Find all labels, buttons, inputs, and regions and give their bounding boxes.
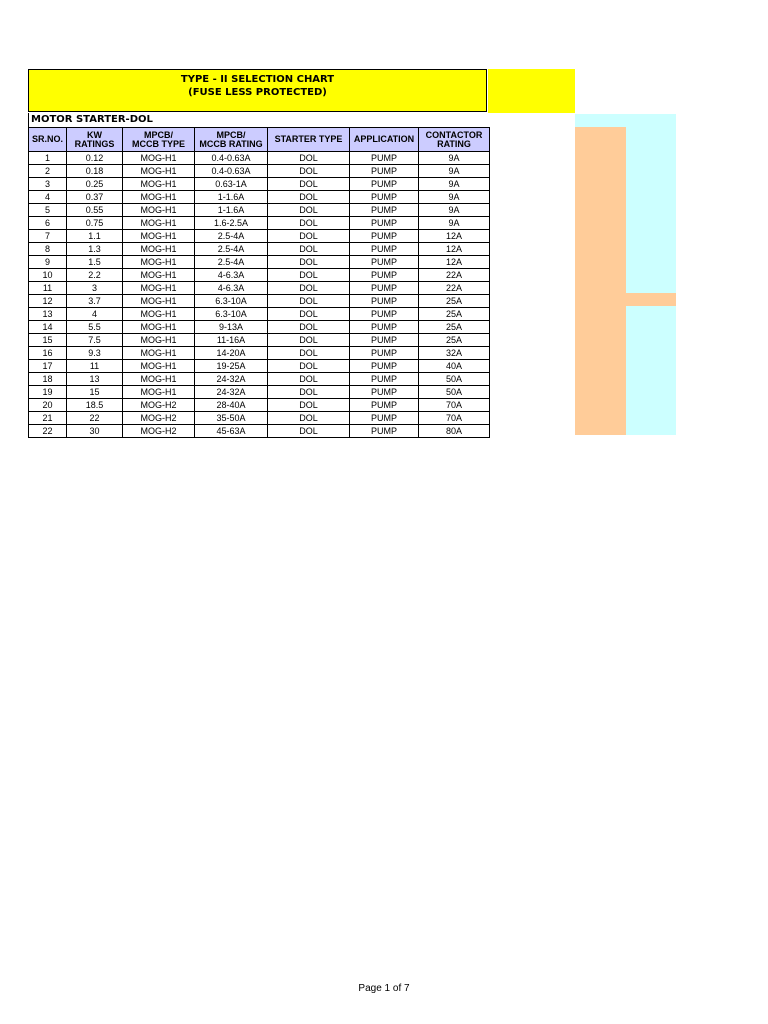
table-cell: 2.5-4A [195,230,268,243]
table-cell: 9A [419,191,490,204]
table-cell: 20 [29,399,67,412]
table-row [29,399,490,412]
table-row [29,321,490,334]
table-cell: DOL [268,334,350,347]
table-cell: MOG-H1 [123,204,195,217]
table-cell: 40A [419,360,490,373]
table-row [29,425,490,438]
table-cell: DOL [268,269,350,282]
table-cell: MOG-H1 [123,256,195,269]
table-cell: MOG-H1 [123,373,195,386]
table-cell: 3.7 [67,295,123,308]
table-cell: 5 [29,204,67,217]
table-cell: DOL [268,256,350,269]
table-cell: PUMP [350,282,419,295]
table-cell: 10 [29,269,67,282]
table-cell: 14 [29,321,67,334]
table-cell: DOL [268,347,350,360]
table-cell: DOL [268,230,350,243]
table-cell: 2.5-4A [195,243,268,256]
table-cell: 0.55 [67,204,123,217]
table-cell: 9-13A [195,321,268,334]
table-cell: 18 [29,373,67,386]
table-cell: PUMP [350,425,419,438]
table-cell: 19-25A [195,360,268,373]
table-cell: 9.3 [67,347,123,360]
table-cell: PUMP [350,178,419,191]
table-cell: 22A [419,282,490,295]
table-cell: 15 [67,386,123,399]
table-cell: 21 [29,412,67,425]
column-header-text: SR.NO. [31,134,63,144]
table-row [29,165,490,178]
table-cell: DOL [268,165,350,178]
table-header-row [29,128,490,152]
column-header [419,128,490,152]
peach-fill-column [575,127,626,435]
column-header-text: RATINGS [74,138,115,149]
table-row [29,269,490,282]
table-row [29,230,490,243]
table-cell: 12A [419,230,490,243]
table-cell: MOG-H1 [123,347,195,360]
table-row [29,412,490,425]
selection-table [28,127,490,438]
table-cell: 9A [419,152,490,165]
table-cell: 0.37 [67,191,123,204]
table-cell: 7.5 [67,334,123,347]
table-cell: PUMP [350,243,419,256]
table-cell: 0.25 [67,178,123,191]
table-cell: DOL [268,243,350,256]
column-header-text: STARTER TYPE [274,134,343,144]
table-cell: PUMP [350,399,419,412]
column-header [195,128,268,152]
table-cell: 18.5 [67,399,123,412]
table-cell: 2.2 [67,269,123,282]
table-cell: 9A [419,217,490,230]
table-row [29,282,490,295]
table-cell: MOG-H1 [123,360,195,373]
table-cell: DOL [268,204,350,217]
table-cell: 9A [419,165,490,178]
table-cell: 30 [67,425,123,438]
chart-title-line1: TYPE - II SELECTION CHART [180,74,335,85]
table-cell: 22 [29,425,67,438]
table-cell: PUMP [350,152,419,165]
table-cell: MOG-H1 [123,386,195,399]
table-cell: MOG-H1 [123,295,195,308]
table-row [29,191,490,204]
table-cell: 8 [29,243,67,256]
table-cell: 11 [67,360,123,373]
table-cell: MOG-H1 [123,152,195,165]
table-cell: 45-63A [195,425,268,438]
table-cell: DOL [268,386,350,399]
table-cell: DOL [268,360,350,373]
table-cell: 1.6-2.5A [195,217,268,230]
table-cell: 3 [29,178,67,191]
table-row [29,334,490,347]
table-cell: DOL [268,412,350,425]
table-cell: MOG-H1 [123,217,195,230]
table-cell: 25A [419,334,490,347]
chart-title-line2: (FUSE LESS PROTECTED) [188,87,327,98]
table-cell: MOG-H2 [123,425,195,438]
table-cell: MOG-H1 [123,243,195,256]
table-cell: 50A [419,386,490,399]
table-cell: 1.1 [67,230,123,243]
table-cell: 2.5-4A [195,256,268,269]
table-row [29,386,490,399]
table-cell: DOL [268,373,350,386]
table-cell: 6.3-10A [195,308,268,321]
table-cell: PUMP [350,308,419,321]
table-cell: MOG-H1 [123,165,195,178]
column-header [268,128,350,152]
table-cell: MOG-H2 [123,412,195,425]
table-cell: PUMP [350,204,419,217]
table-row [29,373,490,386]
table-cell: 0.4-0.63A [195,165,268,178]
table-cell: 9A [419,178,490,191]
table-cell: 1 [29,152,67,165]
table-cell: PUMP [350,360,419,373]
table-cell: DOL [268,399,350,412]
page-number: Page 1 of 7 [358,983,410,994]
table-cell: 4-6.3A [195,269,268,282]
table-cell: DOL [268,295,350,308]
table-cell: 25A [419,295,490,308]
table-cell: DOL [268,191,350,204]
table-cell: 9A [419,204,490,217]
table-row [29,243,490,256]
table-cell: 2 [29,165,67,178]
column-header-text: CONTACTOR [425,129,483,140]
table-cell: DOL [268,282,350,295]
table-cell: 24-32A [195,373,268,386]
table-cell: 14-20A [195,347,268,360]
table-cell: 12A [419,256,490,269]
table-cell: 80A [419,425,490,438]
table-cell: PUMP [350,230,419,243]
table-row [29,308,490,321]
table-cell: 25A [419,308,490,321]
table-cell: 0.4-0.63A [195,152,268,165]
table-cell: 4 [67,308,123,321]
table-cell: 5.5 [67,321,123,334]
table-cell: 1.5 [67,256,123,269]
table-cell: 70A [419,412,490,425]
table-cell: 22 [67,412,123,425]
table-cell: PUMP [350,256,419,269]
column-header-text: MPCB/ [216,129,246,140]
table-cell: PUMP [350,295,419,308]
column-header-text: KW [87,129,102,140]
table-cell: 11-16A [195,334,268,347]
column-header [123,128,195,152]
table-cell: 24-32A [195,386,268,399]
table-cell: 15 [29,334,67,347]
table-cell: 4-6.3A [195,282,268,295]
table-cell: MOG-H1 [123,178,195,191]
column-header-text: APPLICATION [353,134,415,144]
column-header-text: RATING [437,138,471,149]
table-cell: PUMP [350,217,419,230]
table-cell: PUMP [350,321,419,334]
table-cell: 13 [67,373,123,386]
table-cell: 17 [29,360,67,373]
table-cell: 19 [29,386,67,399]
table-cell: DOL [268,425,350,438]
table-row [29,152,490,165]
column-header-text: MPCB/ [144,129,173,140]
table-cell: 0.63-1A [195,178,268,191]
table-cell: MOG-H1 [123,191,195,204]
table-cell: MOG-H1 [123,269,195,282]
table-cell: 32A [419,347,490,360]
column-header-text: MCCB TYPE [131,138,185,149]
table-row [29,256,490,269]
section-heading: MOTOR STARTER-DOL [28,113,488,127]
table-cell: PUMP [350,334,419,347]
table-cell: 25A [419,321,490,334]
table-cell: MOG-H1 [123,282,195,295]
table-cell: MOG-H2 [123,399,195,412]
table-cell: DOL [268,308,350,321]
table-row [29,360,490,373]
table-row [29,178,490,191]
column-header [350,128,419,152]
table-cell: PUMP [350,373,419,386]
table-cell: 7 [29,230,67,243]
table-cell: 13 [29,308,67,321]
table-cell: 12 [29,295,67,308]
table-cell: 1-1.6A [195,204,268,217]
table-cell: PUMP [350,347,419,360]
table-cell: PUMP [350,412,419,425]
chart-title [28,69,487,112]
table-cell: 3 [67,282,123,295]
table-cell: 22A [419,269,490,282]
table-cell: PUMP [350,269,419,282]
table-cell: 16 [29,347,67,360]
table-cell: 12A [419,243,490,256]
column-header-text: MCCB RATING [199,138,263,149]
table-cell: 1.3 [67,243,123,256]
table-cell: MOG-H1 [123,308,195,321]
table-cell: 0.12 [67,152,123,165]
table-row [29,217,490,230]
table-cell: MOG-H1 [123,321,195,334]
table-cell: 50A [419,373,490,386]
table-cell: 6 [29,217,67,230]
yellow-fill-extension [488,69,575,113]
table-cell: 70A [419,399,490,412]
table-cell: 11 [29,282,67,295]
table-cell: 9 [29,256,67,269]
table-cell: DOL [268,152,350,165]
table-cell: 1-1.6A [195,191,268,204]
table-cell: 4 [29,191,67,204]
table-cell: PUMP [350,386,419,399]
table-row [29,204,490,217]
table-cell: 28-40A [195,399,268,412]
table-cell: MOG-H1 [123,230,195,243]
table-cell: MOG-H1 [123,334,195,347]
peach-fill-band [626,293,676,306]
table-cell: 0.18 [67,165,123,178]
table-cell: 0.75 [67,217,123,230]
column-header [29,128,67,152]
table-cell: 35-50A [195,412,268,425]
table-cell: 6.3-10A [195,295,268,308]
table-cell: PUMP [350,165,419,178]
table-cell: DOL [268,178,350,191]
table-row [29,347,490,360]
column-header [67,128,123,152]
table-cell: DOL [268,217,350,230]
table-cell: DOL [268,321,350,334]
table-cell: PUMP [350,191,419,204]
table-row [29,295,490,308]
table-body [29,152,490,438]
